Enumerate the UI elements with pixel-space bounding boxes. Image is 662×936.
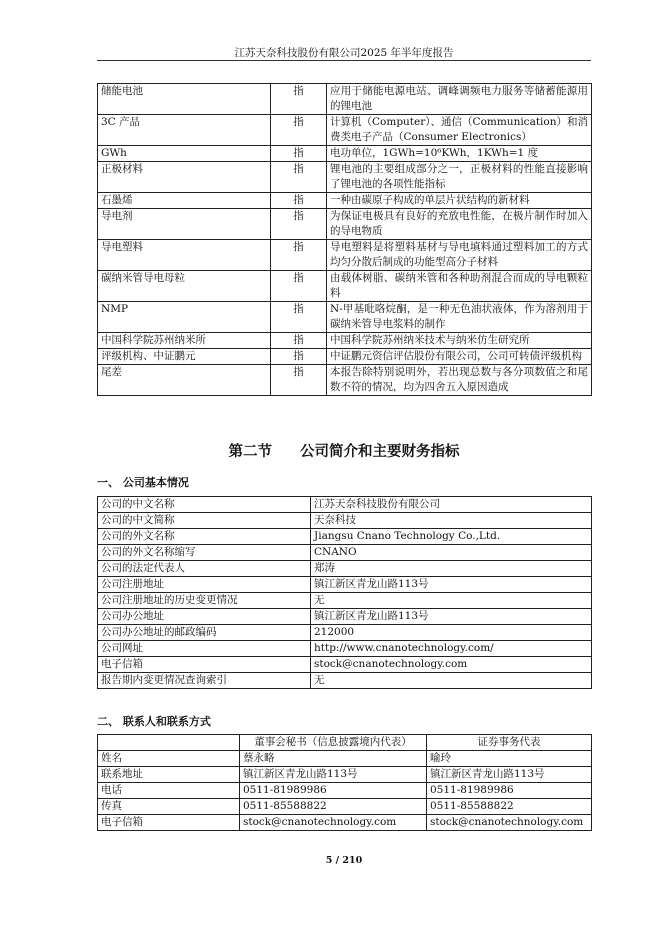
secretary-value: stock@cnanotechnology.com xyxy=(240,815,427,831)
definitions-table xyxy=(97,83,592,396)
definition-row xyxy=(98,146,592,162)
basic-info-table xyxy=(97,496,592,689)
contact-label: 电子信箱 xyxy=(98,815,240,831)
secretary-value: 0511-85588822 xyxy=(240,799,427,815)
definition-description: 一种由碳原子构成的单层片状结构的新材料 xyxy=(327,193,592,209)
contact-row xyxy=(98,767,592,783)
definition-separator: 指 xyxy=(271,84,327,115)
definition-term: GWh xyxy=(98,146,271,162)
definition-row xyxy=(98,271,592,302)
basic-info-value: 郑涛 xyxy=(311,561,592,577)
definition-description: 由载体树脂、碳纳米管和各种助剂混合而成的导电颗粒料 xyxy=(327,271,592,302)
definition-term: 碳纳米管导电母粒 xyxy=(98,271,271,302)
basic-info-row xyxy=(98,609,592,625)
basic-info-value: 天奈科技 xyxy=(311,513,592,529)
basic-info-row xyxy=(98,593,592,609)
representative-value: 喻玲 xyxy=(427,751,592,767)
definition-term: 储能电池 xyxy=(98,84,271,115)
contact-row xyxy=(98,815,592,831)
secretary-value: 0511-81989986 xyxy=(240,783,427,799)
definition-description: 中国科学院苏州纳米技术与纳米仿生研究所 xyxy=(327,333,592,349)
definition-term: 石墨烯 xyxy=(98,193,271,209)
definition-separator: 指 xyxy=(271,271,327,302)
basic-info-row xyxy=(98,577,592,593)
basic-info-row xyxy=(98,625,592,641)
basic-info-row xyxy=(98,529,592,545)
basic-info-label: 电子信箱 xyxy=(98,657,311,673)
definition-separator: 指 xyxy=(271,146,327,162)
definition-term: 评级机构、中证鹏元 xyxy=(98,349,271,365)
basic-info-label: 公司的法定代表人 xyxy=(98,561,311,577)
definition-description: N-甲基吡咯烷酮，是一种无色油状液体，作为溶剂用于碳纳米管导电浆料的制作 xyxy=(327,302,592,333)
basic-info-row xyxy=(98,641,592,657)
definition-term: 3C 产品 xyxy=(98,115,271,146)
contact-label: 传真 xyxy=(98,799,240,815)
section-name: 公司简介和主要财务指标 xyxy=(300,444,460,460)
basic-info-value: 江苏天奈科技股份有限公司 xyxy=(311,497,592,513)
basic-info-label: 公司的外文名称 xyxy=(98,529,311,545)
basic-info-row xyxy=(98,545,592,561)
definition-row xyxy=(98,193,592,209)
basic-info-row xyxy=(98,657,592,673)
definition-row xyxy=(98,240,592,271)
definition-row xyxy=(98,115,592,146)
representative-value: 镇江新区青龙山路113号 xyxy=(427,767,592,783)
basic-info-value: http://www.cnanotechnology.com/ xyxy=(311,641,592,657)
definition-row xyxy=(98,162,592,193)
definition-description: 导电塑料是将塑料基材与导电填料通过塑料加工的方式均匀分散后制成的功能型高分子材料 xyxy=(327,240,592,271)
definition-separator: 指 xyxy=(271,193,327,209)
basic-info-label: 公司注册地址 xyxy=(98,577,311,593)
basic-info-value: 镇江新区青龙山路113号 xyxy=(311,577,592,593)
representative-value: 0511-85588822 xyxy=(427,799,592,815)
basic-info-heading: 一、 公司基本情况 xyxy=(97,476,189,489)
representative-value: stock@cnanotechnology.com xyxy=(427,815,592,831)
contact-column-header xyxy=(98,735,240,751)
basic-info-row xyxy=(98,561,592,577)
definition-description: 电功单位，1GWh=10⁶KWh，1KWh=1 度 xyxy=(327,146,592,162)
header-divider xyxy=(97,60,591,61)
secretary-value: 蔡永略 xyxy=(240,751,427,767)
definition-term: 尾差 xyxy=(98,365,271,396)
representative-value: 0511-81989986 xyxy=(427,783,592,799)
definition-term: 正极材料 xyxy=(98,162,271,193)
basic-info-label: 公司办公地址 xyxy=(98,609,311,625)
definition-separator: 指 xyxy=(271,209,327,240)
page-number: 5 / 210 xyxy=(325,855,363,866)
definition-term: NMP xyxy=(98,302,271,333)
basic-info-value: 镇江新区青龙山路113号 xyxy=(311,609,592,625)
definition-row xyxy=(98,209,592,240)
basic-info-row xyxy=(98,513,592,529)
contact-table xyxy=(97,734,592,831)
basic-info-value: CNANO xyxy=(311,545,592,561)
definition-separator: 指 xyxy=(271,333,327,349)
basic-info-value: stock@cnanotechnology.com xyxy=(311,657,592,673)
definition-separator: 指 xyxy=(271,162,327,193)
definition-row xyxy=(98,349,592,365)
secretary-value: 镇江新区青龙山路113号 xyxy=(240,767,427,783)
basic-info-label: 公司网址 xyxy=(98,641,311,657)
basic-info-row xyxy=(98,497,592,513)
contact-heading: 二、 联系人和联系方式 xyxy=(97,715,211,728)
definition-description: 计算机（Computer）、通信（Communication）和消费类电子产品（Consumer Electronics） xyxy=(327,115,592,146)
definition-term: 导电剂 xyxy=(98,209,271,240)
definition-row xyxy=(98,333,592,349)
definition-description: 本报告除特别说明外，若出现总数与各分项数值之和尾数不符的情况，均为四舍五入原因造成 xyxy=(327,365,592,396)
report-header: 江苏天奈科技股份有限公司2025 年半年度报告 xyxy=(234,47,454,59)
definition-row xyxy=(98,302,592,333)
basic-info-value: 无 xyxy=(311,673,592,689)
contact-row xyxy=(98,799,592,815)
basic-info-row xyxy=(98,673,592,689)
basic-info-label: 公司的中文简称 xyxy=(98,513,311,529)
definition-row xyxy=(98,84,592,115)
section-title xyxy=(97,440,591,461)
basic-info-label: 公司办公地址的邮政编码 xyxy=(98,625,311,641)
basic-info-value: 无 xyxy=(311,593,592,609)
contact-header-row xyxy=(98,735,592,751)
contact-column-header: 证券事务代表 xyxy=(427,735,592,751)
definition-term: 中国科学院苏州纳米所 xyxy=(98,333,271,349)
definition-term: 导电塑料 xyxy=(98,240,271,271)
basic-info-value: Jiangsu Cnano Technology Co.,Ltd. xyxy=(311,529,592,545)
definition-description: 锂电池的主要组成部分之一，正极材料的性能直接影响了锂电池的各项性能指标 xyxy=(327,162,592,193)
contact-column-header: 董事会秘书（信息披露境内代表） xyxy=(240,735,427,751)
contact-row xyxy=(98,783,592,799)
definition-separator: 指 xyxy=(271,302,327,333)
definition-separator: 指 xyxy=(271,349,327,365)
basic-info-label: 公司注册地址的历史变更情况 xyxy=(98,593,311,609)
definition-description: 中证鹏元资信评估股份有限公司，公司可转债评级机构 xyxy=(327,349,592,365)
contact-label: 电话 xyxy=(98,783,240,799)
definition-row xyxy=(98,365,592,396)
definition-description: 为保证电极具有良好的充放电性能，在极片制作时加入的导电物质 xyxy=(327,209,592,240)
definition-separator: 指 xyxy=(271,115,327,146)
contact-label: 联系地址 xyxy=(98,767,240,783)
basic-info-label: 公司的外文名称缩写 xyxy=(98,545,311,561)
section-number: 第二节 xyxy=(228,444,272,460)
definition-separator: 指 xyxy=(271,240,327,271)
definition-separator: 指 xyxy=(271,365,327,396)
contact-row xyxy=(98,751,592,767)
basic-info-label: 报告期内变更情况查询索引 xyxy=(98,673,311,689)
definition-description: 应用于储能电源电站、调峰调频电力服务等储蓄能源用的锂电池 xyxy=(327,84,592,115)
basic-info-label: 公司的中文名称 xyxy=(98,497,311,513)
basic-info-value: 212000 xyxy=(311,625,592,641)
contact-label: 姓名 xyxy=(98,751,240,767)
